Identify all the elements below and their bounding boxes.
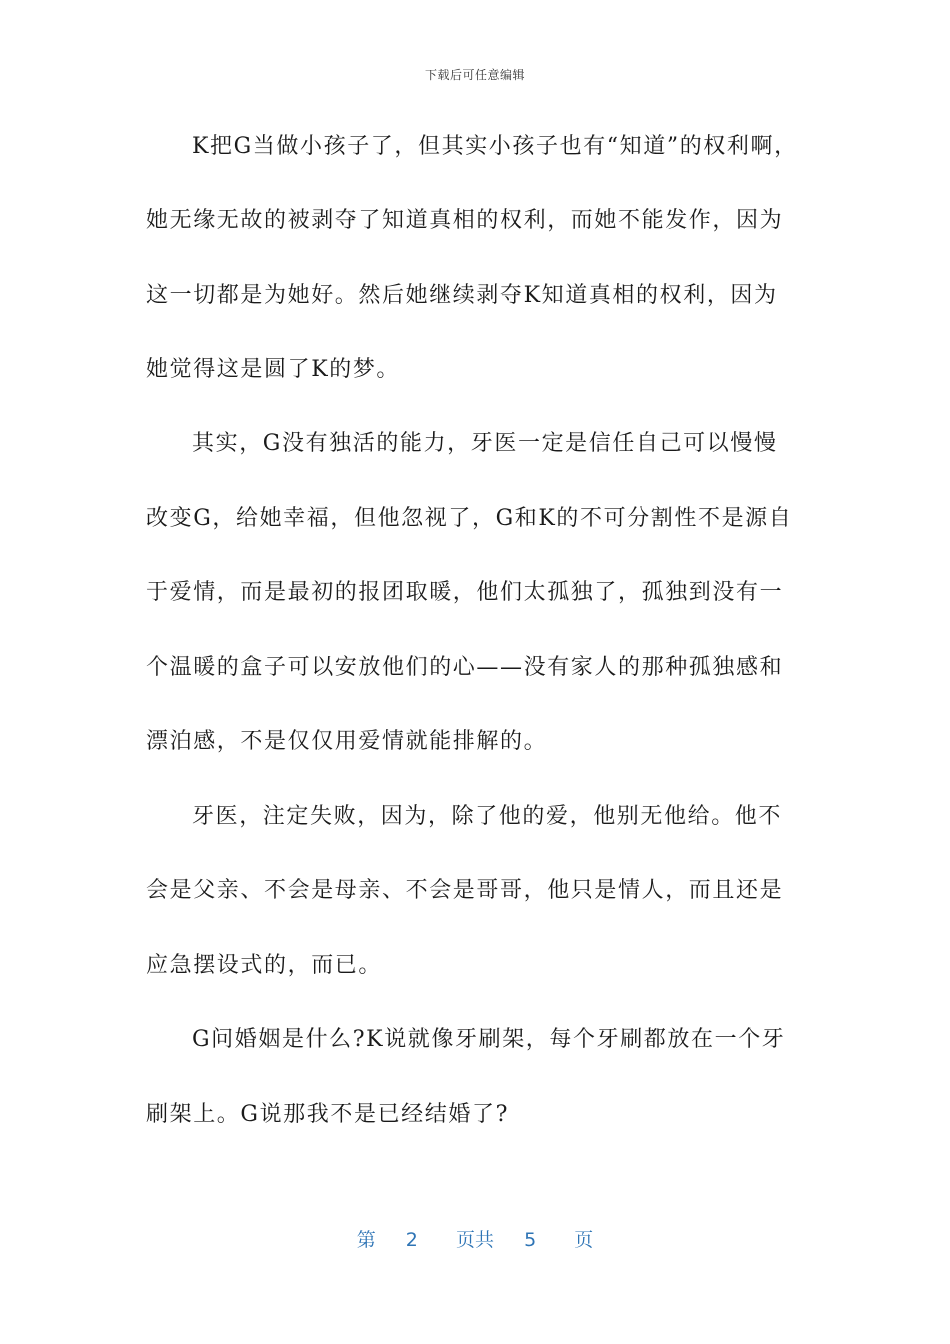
paragraph-3-line-3: 应急摆设式的，而已。 (146, 953, 383, 978)
footer-label-end: 页 (574, 1229, 594, 1251)
paragraph-2-line-2: 改变G，给她幸福，但他忽视了，G和K的不可分割性不是源自 (146, 506, 793, 531)
page-footer (0, 1225, 950, 1252)
footer-label-page: 第 (356, 1229, 376, 1251)
paragraph-1-line-1: K把G当做小孩子了，但其实小孩子也有“知道”的权利啊， (192, 134, 798, 159)
footer-current-page: 2 (405, 1229, 418, 1251)
paragraph-2-line-1: 其实，G没有独活的能力，牙医一定是信任自己可以慢慢 (192, 431, 778, 456)
paragraph-1-line-3: 这一切都是为她好。然后她继续剥夺K知道真相的权利，因为 (146, 283, 778, 308)
footer-total-pages: 5 (524, 1229, 537, 1251)
paragraph-2-line-5: 漂泊感，不是仅仅用爱情就能排解的。 (146, 729, 548, 754)
paragraph-1-line-2: 她无缘无故的被剥夺了知道真相的权利，而她不能发作，因为 (146, 208, 784, 233)
paragraph-1-line-4: 她觉得这是圆了K的梦。 (146, 357, 401, 382)
paragraph-3-line-2: 会是父亲、不会是母亲、不会是哥哥，他只是情人，而且还是 (146, 878, 784, 903)
paragraph-4-line-1: G问婚姻是什么?K说就像牙刷架，每个牙刷都放在一个牙 (192, 1027, 786, 1052)
footer-label-of: 页共 (455, 1229, 494, 1251)
paragraph-2-line-3: 于爱情，而是最初的报团取暖，他们太孤独了，孤独到没有一 (146, 580, 784, 605)
paragraph-2-line-4: 个温暖的盒子可以安放他们的心——没有家人的那种孤独感和 (146, 655, 784, 680)
page-header: 下载后可任意编辑 (424, 68, 525, 82)
paragraph-3-line-1: 牙医，注定失败，因为，除了他的爱，他别无他给。他不 (192, 804, 783, 829)
paragraph-4-line-2: 刷架上。G说那我不是已经结婚了? (146, 1102, 509, 1127)
